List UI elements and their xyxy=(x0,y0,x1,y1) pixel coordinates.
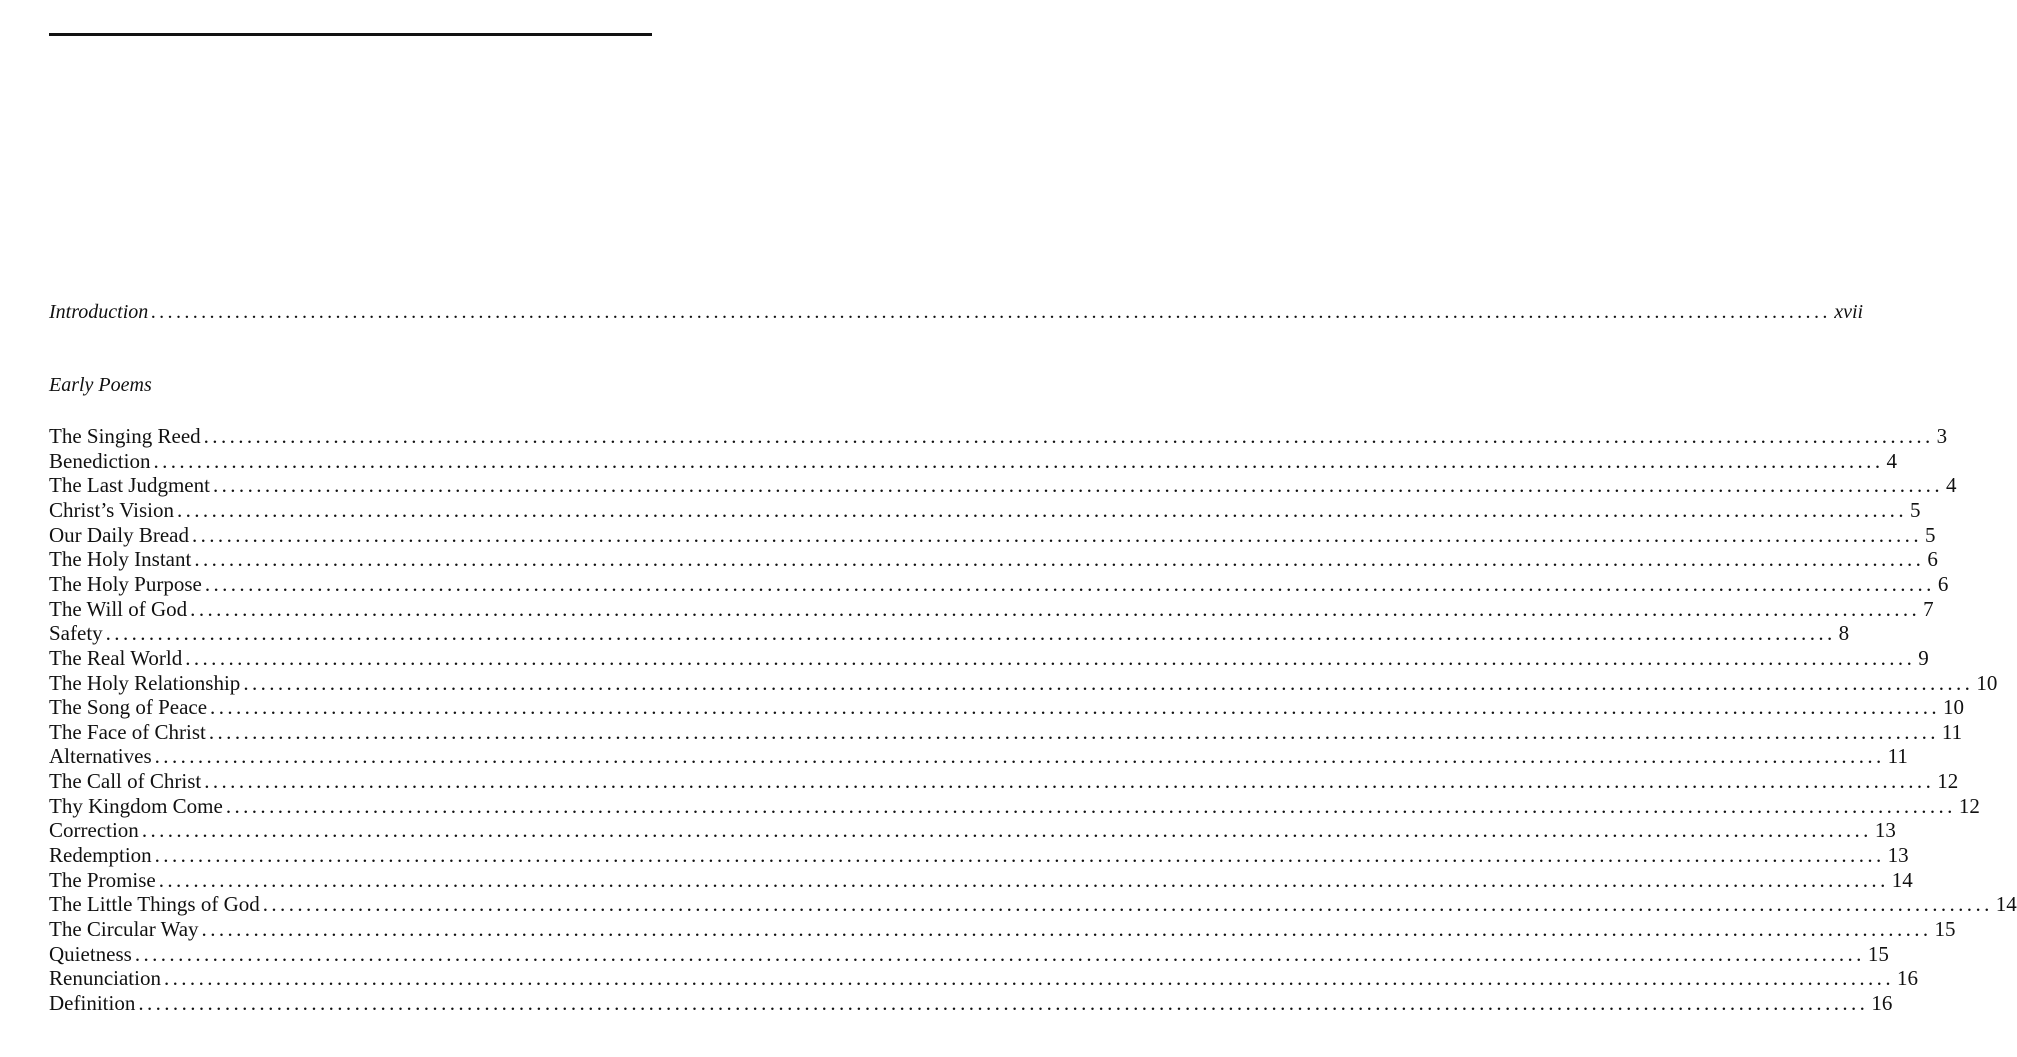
toc-entry-title: The Real World xyxy=(49,645,183,670)
dot-leader: ........................................................................................................................................................................................................ xyxy=(243,670,1974,695)
toc-entry-page: 11 xyxy=(1887,744,1908,769)
toc-entry-page: 12 xyxy=(1958,793,1980,818)
dot-leader: ........................................................................................................................................................................................................ xyxy=(204,571,1935,596)
toc-entry-page: 16 xyxy=(1871,990,1893,1015)
toc-entry-page: 8 xyxy=(1838,621,1850,646)
toc-entry xyxy=(49,670,1998,696)
toc-entry-title: Definition xyxy=(49,990,136,1015)
toc-entry-page: 13 xyxy=(1887,843,1909,868)
toc-entry-page: 5 xyxy=(1924,522,1936,547)
toc-entry-title: The Promise xyxy=(49,867,156,892)
toc-entry xyxy=(49,424,1948,449)
toc-entry-page: 4 xyxy=(1945,473,1957,498)
toc-entry-page: 16 xyxy=(1896,966,1918,991)
toc-entry-title: Redemption xyxy=(49,843,152,868)
toc-entry-title: Christ’s Vision xyxy=(49,497,174,522)
toc-entry-page: 6 xyxy=(1937,571,1949,596)
toc-entry xyxy=(49,547,1938,572)
toc-entry xyxy=(49,843,1909,868)
dot-leader: ........................................................................................................................................................................................................ xyxy=(194,547,1925,572)
toc-entry-title: The Singing Reed xyxy=(49,424,201,448)
toc-entry xyxy=(49,744,1908,769)
toc-entry xyxy=(49,867,1913,893)
dot-leader: ........................................................................................................................................................................................................ xyxy=(201,917,1932,941)
toc-entry-title: Benediction xyxy=(49,448,151,473)
toc-entry-title: The Song of Peace xyxy=(49,695,208,720)
toc-entry xyxy=(49,793,1980,819)
toc-entry xyxy=(49,695,1965,720)
toc-entry-title: The Holy Relationship xyxy=(49,670,241,695)
dot-leader: ........................................................................................................................................................................................................ xyxy=(105,621,1836,646)
dot-leader: ........................................................................................................................................................................................................ xyxy=(203,424,1934,448)
toc-entry-page: 14 xyxy=(1995,892,2017,917)
dot-leader: ........................................................................................................................................................................................................ xyxy=(190,596,1921,621)
toc-entry xyxy=(49,892,2017,917)
dot-leader: ........................................................................................................................................................................................................ xyxy=(151,301,1832,323)
toc-entry-title: Thy Kingdom Come xyxy=(49,793,223,818)
dot-leader: ........................................................................................................................................................................................................ xyxy=(212,473,1943,498)
toc-entry-title: The Circular Way xyxy=(49,917,199,941)
toc-entry xyxy=(49,917,1956,942)
toc-entry xyxy=(49,966,1918,991)
toc-entry-page: xvii xyxy=(1834,301,1864,323)
toc-entry-title: The Last Judgment xyxy=(49,473,210,498)
toc-entry-page: 6 xyxy=(1927,547,1938,572)
toc-entry-title: The Call of Christ xyxy=(49,769,202,794)
dot-leader: ........................................................................................................................................................................................................ xyxy=(185,645,1916,670)
toc-entry-page: 4 xyxy=(1886,448,1897,473)
toc-entry-title: Safety xyxy=(49,621,103,646)
dot-leader: ........................................................................................................................................................................................................ xyxy=(138,990,1869,1015)
toc-entry-page: 3 xyxy=(1936,424,1948,448)
dot-leader: ........................................................................................................................................................................................................ xyxy=(134,941,1865,966)
toc-entry xyxy=(49,448,1897,474)
dot-leader: ........................................................................................................................................................................................................ xyxy=(153,448,1884,473)
toc-entry xyxy=(49,769,1959,794)
dot-leader: ........................................................................................................................................................................................................ xyxy=(210,695,1941,720)
dot-leader: ........................................................................................................................................................................................................ xyxy=(191,522,1922,547)
toc-entry-page: 9 xyxy=(1918,645,1929,670)
toc-entry-page: 15 xyxy=(1867,941,1889,966)
dot-leader: ........................................................................................................................................................................................................ xyxy=(163,966,1894,991)
toc-entry xyxy=(49,473,1957,498)
toc-entry-page: 11 xyxy=(1941,719,1963,744)
toc-entry-title: Alternatives xyxy=(49,744,152,769)
toc-entry-title: The Holy Purpose xyxy=(49,571,202,596)
toc-entry xyxy=(49,621,1850,646)
toc-entry-title: Introduction xyxy=(49,301,149,323)
toc-entry-page: 14 xyxy=(1891,867,1913,892)
toc-entry-page: 13 xyxy=(1874,818,1896,843)
toc-entry xyxy=(49,645,1929,671)
toc-entry-title: The Little Things of God xyxy=(49,892,260,917)
dot-leader: ........................................................................................................................................................................................................ xyxy=(262,892,1993,917)
toc-entry-page: 12 xyxy=(1937,769,1959,794)
toc-entry-title: Our Daily Bread xyxy=(49,522,189,547)
toc-entry-title: The Holy Instant xyxy=(49,547,192,572)
dot-leader: ........................................................................................................................................................................................................ xyxy=(204,769,1935,794)
toc-entry-title: The Will of God xyxy=(49,596,188,621)
dot-leader: ........................................................................................................................................................................................................ xyxy=(208,719,1939,744)
toc-entry-title: Renunciation xyxy=(49,966,161,991)
toc-entry xyxy=(49,719,1963,745)
dot-leader: ........................................................................................................................................................................................................ xyxy=(154,843,1885,868)
toc-entry xyxy=(49,497,1921,523)
toc-entry-page: 15 xyxy=(1934,917,1956,941)
toc-entry-page: 5 xyxy=(1909,497,1921,522)
dot-leader: ........................................................................................................................................................................................................ xyxy=(225,793,1956,818)
dot-leader: ........................................................................................................................................................................................................ xyxy=(154,744,1885,769)
toc-entry xyxy=(49,522,1936,548)
toc-entry-title: The Face of Christ xyxy=(49,719,206,744)
section-heading: Early Poems xyxy=(49,374,152,396)
toc-entry-page: 7 xyxy=(1923,596,1934,621)
dot-leader: ........................................................................................................................................................................................................ xyxy=(176,497,1907,522)
toc-entry-title: Quietness xyxy=(49,941,132,966)
toc-entry-title: Correction xyxy=(49,818,139,843)
toc-entry-page: 10 xyxy=(1976,670,1998,695)
header-rule xyxy=(49,33,652,36)
toc-entry xyxy=(49,596,1934,622)
toc-entry-introduction xyxy=(49,301,1864,324)
toc-entry xyxy=(49,990,1893,1016)
toc-entry xyxy=(49,818,1896,843)
dot-leader: ........................................................................................................................................................................................................ xyxy=(158,867,1889,892)
toc-entry-page: 10 xyxy=(1943,695,1965,720)
toc-entry xyxy=(49,941,1889,967)
toc-entry xyxy=(49,571,1949,597)
dot-leader: ........................................................................................................................................................................................................ xyxy=(141,818,1872,843)
